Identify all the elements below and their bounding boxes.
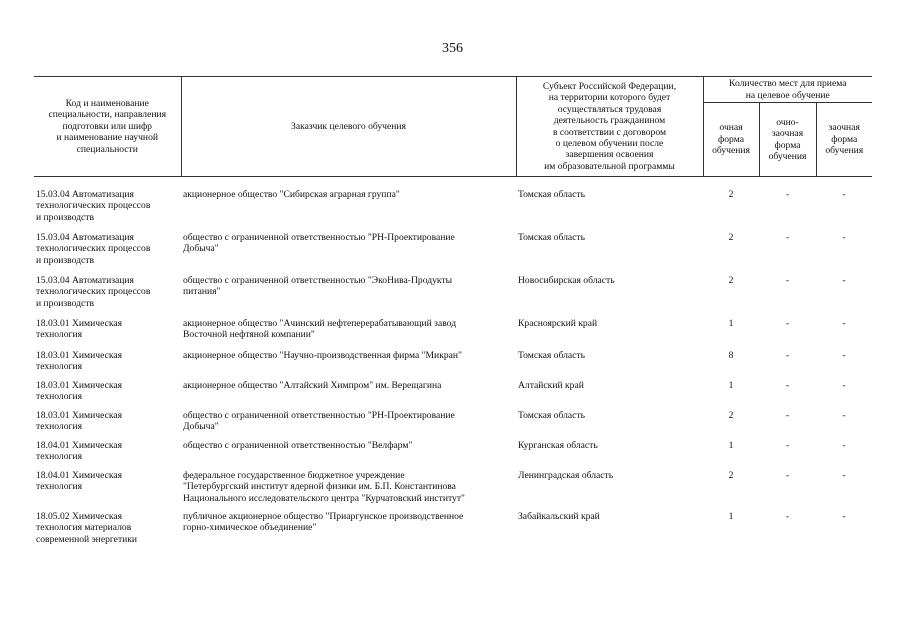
subject-cell: Алтайский край — [518, 380, 584, 391]
customer-cell: федеральное государственное бюджетное учреждение "Петербургский институт ядерной физики им. Б.П. Константинова Национального исследовательского центра "Курчатовский институт" — [183, 470, 465, 504]
subject-cell: Томская область — [518, 232, 585, 243]
code-cell: 15.03.04 Автоматизация технологических процессов и производств — [36, 189, 151, 223]
code-cell: 15.03.04 Автоматизация технологических процессов и производств — [36, 232, 151, 266]
table-row — [34, 410, 872, 440]
customer-cell: акционерное общество "Сибирская аграрная группа" — [183, 189, 400, 200]
part-time-cell: - — [785, 232, 790, 243]
distance-cell: - — [842, 380, 846, 391]
subject-cell: Забайкальский край — [518, 511, 600, 522]
distance-cell: - — [842, 470, 846, 481]
table-row — [34, 350, 872, 380]
header-customer: Заказчик целевого обучения — [181, 77, 516, 177]
customer-cell: общество с ограниченной ответственностью "РН-Проектирование Добыча" — [183, 232, 455, 255]
table-row — [34, 232, 872, 275]
customer-cell: общество с ограниченной ответственностью "ЭкоНива-Продукты питания" — [183, 275, 453, 298]
subject-cell: Томская область — [518, 350, 585, 361]
full-time-cell: 1 — [728, 318, 734, 329]
full-time-cell: 1 — [728, 511, 734, 522]
table-row — [34, 380, 872, 410]
header-code: Код и наименование специальности, направления подготовки или шифр и наименование научной специальности — [34, 77, 181, 177]
table-row — [34, 470, 872, 511]
table-row — [34, 440, 872, 470]
part-time-cell: - — [785, 440, 790, 451]
distance-cell: - — [842, 350, 846, 361]
subject-cell: Курганская область — [518, 440, 598, 451]
customer-cell: публичное акционерное общество "Приаргунское производственное горно-химическое объединение" — [183, 511, 464, 534]
full-time-cell: 2 — [728, 275, 734, 286]
target-admission-table — [34, 76, 872, 554]
part-time-cell: - — [785, 350, 790, 361]
customer-cell: акционерное общество "Алтайский Химпром" им. Верещагина — [183, 380, 442, 391]
code-cell: 18.05.02 Химическая технология материалов современной энергетики — [36, 511, 138, 545]
full-time-cell: 1 — [728, 440, 734, 451]
table-row — [34, 318, 872, 350]
distance-cell: - — [842, 511, 846, 522]
header-spacer — [34, 177, 872, 190]
subject-cell: Новосибирская область — [518, 275, 615, 286]
full-time-cell: 8 — [728, 350, 734, 361]
code-cell: 18.03.01 Химическая технология — [36, 318, 123, 341]
table-row — [34, 511, 872, 554]
subject-cell: Томская область — [518, 410, 585, 421]
header-part-time: очно- заочная форма обучения — [759, 103, 816, 177]
distance-cell: - — [842, 410, 846, 421]
customer-cell: акционерное общество "Научно-производственная фирма "Микран" — [183, 350, 462, 361]
header-quantity: Количество мест для приема на целевое обучение — [703, 77, 872, 103]
subject-cell: Ленинградская область — [518, 470, 614, 481]
header-subject: Субъект Российской Федерации, на территории которого будет осуществляться трудовая деятельность гражданином в соответствии с договором о целевом обучении после завершения освоения им образовательной программы — [516, 77, 703, 177]
full-time-cell: 2 — [728, 470, 734, 481]
table-row — [34, 189, 872, 232]
full-time-cell: 2 — [728, 189, 734, 200]
page-number: 356 — [442, 41, 463, 56]
full-time-cell: 1 — [728, 380, 734, 391]
full-time-cell: 2 — [728, 410, 734, 421]
part-time-cell: - — [785, 470, 790, 481]
distance-cell: - — [842, 232, 846, 243]
subject-cell: Томская область — [518, 189, 585, 200]
customer-cell: общество с ограниченной ответственностью "РН-Проектирование Добыча" — [183, 410, 455, 433]
distance-cell: - — [842, 318, 846, 329]
code-cell: 18.04.01 Химическая технология — [36, 440, 123, 463]
code-cell: 15.03.04 Автоматизация технологических процессов и производств — [36, 275, 151, 309]
customer-cell: общество с ограниченной ответственностью "Велфарм" — [183, 440, 413, 451]
header-distance: заочная форма обучения — [816, 103, 872, 177]
full-time-cell: 2 — [728, 232, 734, 243]
distance-cell: - — [842, 440, 846, 451]
table-row — [34, 275, 872, 318]
code-cell: 18.04.01 Химическая технология — [36, 470, 123, 493]
part-time-cell: - — [785, 318, 790, 329]
distance-cell: - — [842, 189, 846, 200]
code-cell: 18.03.01 Химическая технология — [36, 410, 123, 433]
part-time-cell: - — [785, 410, 790, 421]
part-time-cell: - — [785, 275, 790, 286]
part-time-cell: - — [785, 511, 790, 522]
customer-cell: акционерное общество "Ачинский нефтеперерабатывающий завод Восточной нефтяной компании" — [183, 318, 457, 341]
header-full-time: очная форма обучения — [703, 103, 759, 177]
subject-cell: Красноярский край — [518, 318, 598, 329]
code-cell: 18.03.01 Химическая технология — [36, 380, 123, 403]
part-time-cell: - — [785, 189, 790, 200]
code-cell: 18.03.01 Химическая технология — [36, 350, 123, 373]
part-time-cell: - — [785, 380, 790, 391]
distance-cell: - — [842, 275, 846, 286]
